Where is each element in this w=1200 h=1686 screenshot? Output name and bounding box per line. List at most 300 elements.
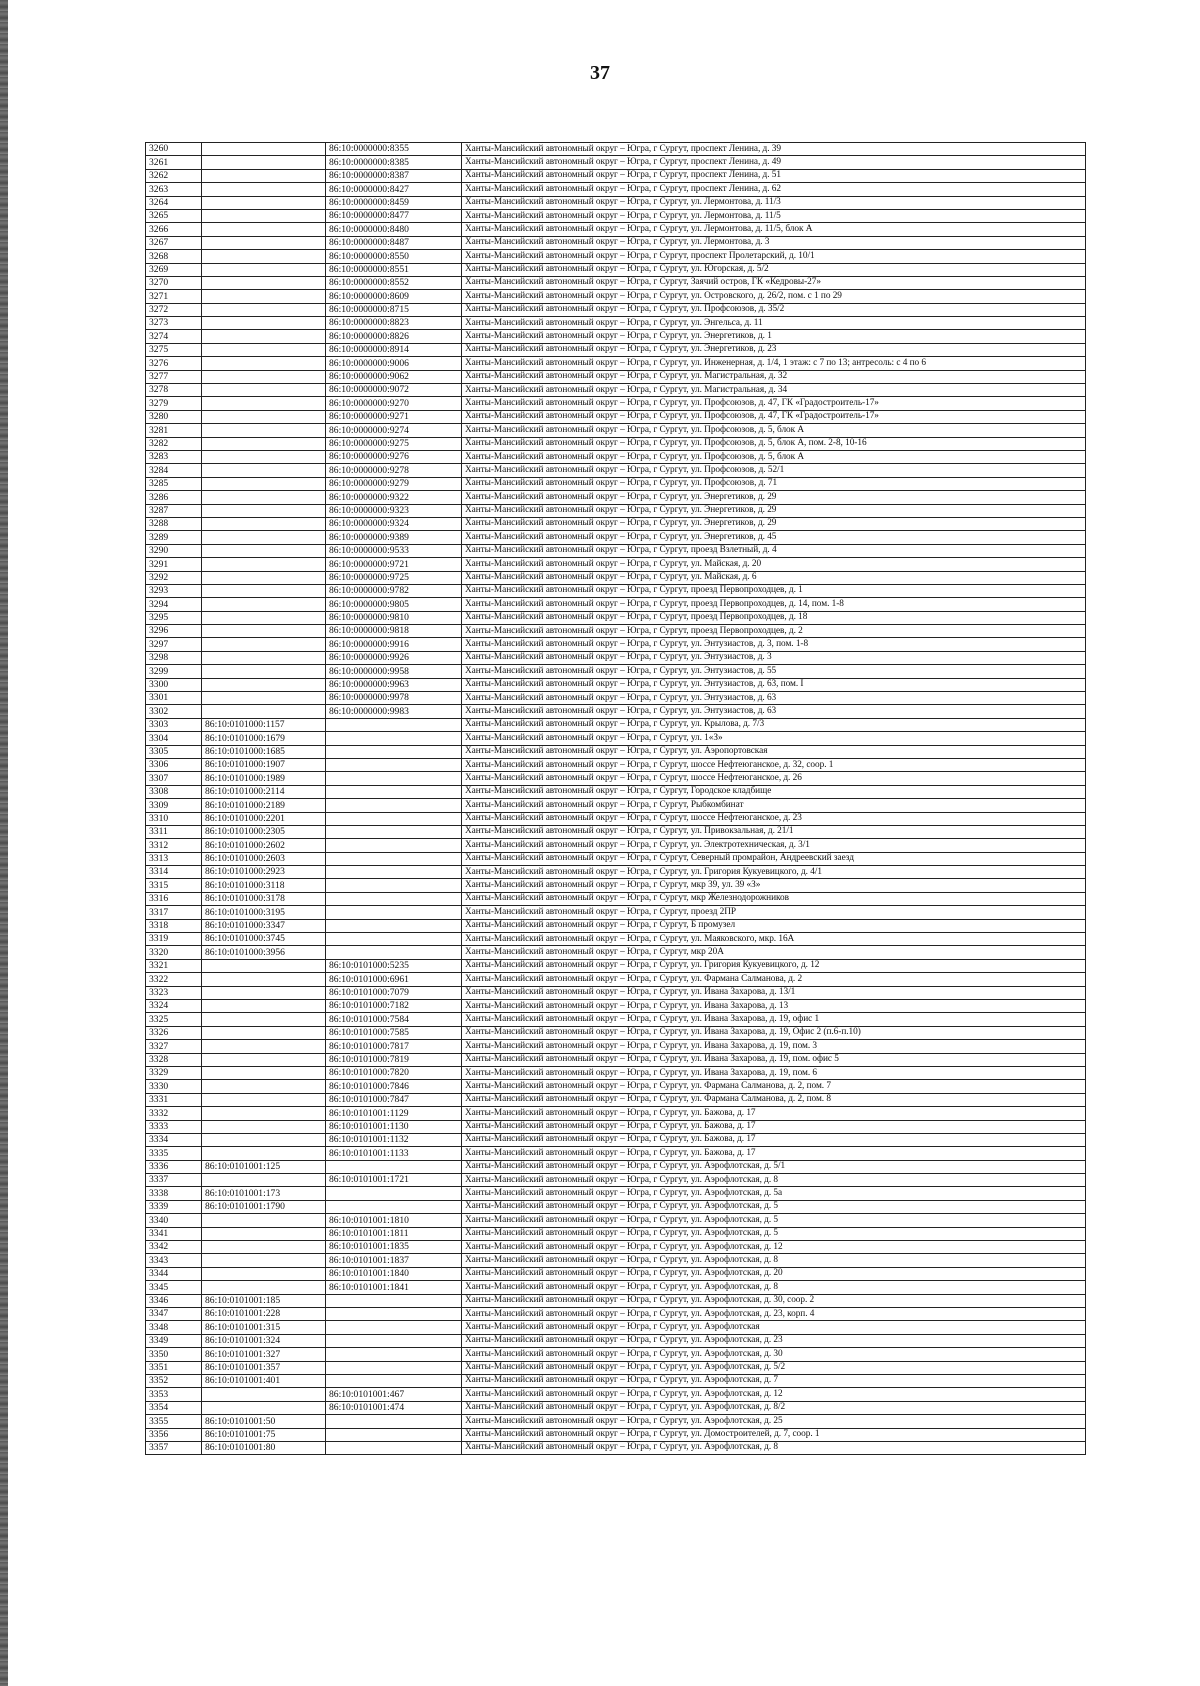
- row-number-cell: 3273: [146, 317, 202, 330]
- address-cell: Ханты-Мансийский автономный округ – Югра, г Сургут, ул. Профсоюзов, д. 5, блок А: [462, 450, 1086, 463]
- row-number-cell: 3299: [146, 665, 202, 678]
- address-cell: Ханты-Мансийский автономный округ – Югра, г Сургут, ул. Аэрофлотская, д. 8/2: [462, 1401, 1086, 1414]
- table-row: [146, 1361, 1086, 1374]
- address-cell: Ханты-Мансийский автономный округ – Югра, г Сургут, проезд 2ПР: [462, 906, 1086, 919]
- row-number-cell: 3320: [146, 946, 202, 959]
- cadastral-number-cell: 86:10:0101000:2603: [202, 852, 326, 865]
- cadastral-number-2-cell: [326, 1160, 462, 1173]
- address-cell: Ханты-Мансийский автономный округ – Югра, г Сургут, ул. Майская, д. 6: [462, 571, 1086, 584]
- table-row: [146, 1428, 1086, 1441]
- table-row: [146, 1080, 1086, 1093]
- cadastral-number-2-cell: 86:10:0101000:7182: [326, 1000, 462, 1013]
- cadastral-number-cell: [202, 343, 326, 356]
- table-row: [146, 678, 1086, 691]
- table-row: [146, 1120, 1086, 1133]
- table-row: [146, 866, 1086, 879]
- row-number-cell: 3318: [146, 919, 202, 932]
- cadastral-number-cell: [202, 370, 326, 383]
- table-row: [146, 1133, 1086, 1146]
- row-number-cell: 3306: [146, 758, 202, 771]
- cadastral-number-cell: 86:10:0101001:125: [202, 1160, 326, 1173]
- cadastral-number-2-cell: [326, 785, 462, 798]
- cadastral-number-cell: [202, 959, 326, 972]
- table-row: [146, 584, 1086, 597]
- cadastral-number-2-cell: [326, 1294, 462, 1307]
- table-row: [146, 169, 1086, 182]
- cadastral-number-2-cell: 86:10:0000000:8480: [326, 223, 462, 236]
- cadastral-number-cell: [202, 558, 326, 571]
- cadastral-number-2-cell: 86:10:0101001:467: [326, 1388, 462, 1401]
- table-row: [146, 1013, 1086, 1026]
- row-number-cell: 3288: [146, 517, 202, 530]
- table-row: [146, 303, 1086, 316]
- cadastral-number-cell: 86:10:0101000:2305: [202, 825, 326, 838]
- table-row: [146, 183, 1086, 196]
- table-row: [146, 1374, 1086, 1387]
- row-number-cell: 3340: [146, 1214, 202, 1227]
- cadastral-number-cell: [202, 1040, 326, 1053]
- table-row: [146, 638, 1086, 651]
- table-row: [146, 812, 1086, 825]
- cadastral-number-cell: [202, 183, 326, 196]
- address-cell: Ханты-Мансийский автономный округ – Югра, г Сургут, ул. Лермонтова, д. 11/3: [462, 196, 1086, 209]
- address-cell: Ханты-Мансийский автономный округ – Югра, г Сургут, ул. Аэрофлотская, д. 25: [462, 1415, 1086, 1428]
- table-row: [146, 424, 1086, 437]
- cadastral-number-2-cell: 86:10:0101001:1837: [326, 1254, 462, 1267]
- row-number-cell: 3344: [146, 1267, 202, 1280]
- address-cell: Ханты-Мансийский автономный округ – Югра, г Сургут, ул. Григория Кукуевицкого, д. 4/1: [462, 866, 1086, 879]
- table-row: [146, 1000, 1086, 1013]
- cadastral-number-cell: [202, 450, 326, 463]
- row-number-cell: 3334: [146, 1133, 202, 1146]
- address-cell: Ханты-Мансийский автономный округ – Югра, г Сургут, ул. Григория Кукуевицкого, д. 12: [462, 959, 1086, 972]
- row-number-cell: 3271: [146, 290, 202, 303]
- address-cell: Ханты-Мансийский автономный округ – Югра, г Сургут, ул. Аэрофлотская, д. 20: [462, 1267, 1086, 1280]
- address-cell: Ханты-Мансийский автономный округ – Югра, г Сургут, ул. Югорская, д. 5/2: [462, 263, 1086, 276]
- address-cell: Ханты-Мансийский автономный округ – Югра, г Сургут, ул. Аэрофлотская, д. 5: [462, 1200, 1086, 1213]
- cadastral-number-cell: 86:10:0101000:2114: [202, 785, 326, 798]
- cadastral-number-2-cell: 86:10:0000000:8477: [326, 209, 462, 222]
- table-row: [146, 343, 1086, 356]
- cadastral-number-cell: [202, 357, 326, 370]
- cadastral-number-cell: [202, 384, 326, 397]
- address-cell: Ханты-Мансийский автономный округ – Югра, г Сургут, ул. Магистральная, д. 34: [462, 384, 1086, 397]
- table-row: [146, 651, 1086, 664]
- cadastral-number-cell: [202, 464, 326, 477]
- row-number-cell: 3301: [146, 692, 202, 705]
- cadastral-number-2-cell: [326, 946, 462, 959]
- cadastral-number-cell: 86:10:0101000:3745: [202, 933, 326, 946]
- address-cell: Ханты-Мансийский автономный округ – Югра, г Сургут, ул. Ивана Захарова, д. 13: [462, 1000, 1086, 1013]
- cadastral-number-cell: [202, 1174, 326, 1187]
- cadastral-number-2-cell: 86:10:0000000:8823: [326, 317, 462, 330]
- address-cell: Ханты-Мансийский автономный округ – Югра, г Сургут, ул. Аэрофлотская, д. 5/1: [462, 1160, 1086, 1173]
- cadastral-number-2-cell: 86:10:0101001:474: [326, 1401, 462, 1414]
- address-cell: Ханты-Мансийский автономный округ – Югра, г Сургут, Заячий остров, ГК «Кедровы-27»: [462, 276, 1086, 289]
- address-cell: Ханты-Мансийский автономный округ – Югра, г Сургут, ул. Ивана Захарова, д. 19, пом. 6: [462, 1066, 1086, 1079]
- table-row: [146, 1053, 1086, 1066]
- address-cell: Ханты-Мансийский автономный округ – Югра, г Сургут, ул. 1«З»: [462, 732, 1086, 745]
- row-number-cell: 3274: [146, 330, 202, 343]
- table-row: [146, 1107, 1086, 1120]
- row-number-cell: 3295: [146, 611, 202, 624]
- table-row: [146, 196, 1086, 209]
- cadastral-number-2-cell: [326, 1334, 462, 1347]
- row-number-cell: 3264: [146, 196, 202, 209]
- address-cell: Ханты-Мансийский автономный округ – Югра, г Сургут, проезд Первопроходцев, д. 2: [462, 625, 1086, 638]
- table-row: [146, 1267, 1086, 1280]
- cadastral-number-cell: [202, 1227, 326, 1240]
- cadastral-number-2-cell: 86:10:0000000:9270: [326, 397, 462, 410]
- address-cell: Ханты-Мансийский автономный округ – Югра, г Сургут, ул. Энергетиков, д. 29: [462, 517, 1086, 530]
- cadastral-number-2-cell: [326, 1441, 462, 1454]
- table-row: [146, 758, 1086, 771]
- cadastral-number-cell: [202, 437, 326, 450]
- cadastral-number-cell: [202, 1133, 326, 1146]
- row-number-cell: 3348: [146, 1321, 202, 1334]
- row-number-cell: 3294: [146, 598, 202, 611]
- row-number-cell: 3296: [146, 625, 202, 638]
- address-cell: Ханты-Мансийский автономный округ – Югра, г Сургут, ул. Аэрофлотская, д. 30: [462, 1348, 1086, 1361]
- cadastral-number-cell: [202, 1026, 326, 1039]
- table-row: [146, 611, 1086, 624]
- cadastral-number-2-cell: 86:10:0101001:1721: [326, 1174, 462, 1187]
- row-number-cell: 3262: [146, 169, 202, 182]
- cadastral-number-cell: [202, 209, 326, 222]
- address-cell: Ханты-Мансийский автономный округ – Югра, г Сургут, шоссе Нефтеюганское, д. 23: [462, 812, 1086, 825]
- cadastral-number-cell: [202, 1388, 326, 1401]
- cadastral-number-cell: [202, 1066, 326, 1079]
- address-cell: Ханты-Мансийский автономный округ – Югра, г Сургут, мкр Железнодорожников: [462, 892, 1086, 905]
- cadastral-number-2-cell: 86:10:0000000:8459: [326, 196, 462, 209]
- address-cell: Ханты-Мансийский автономный округ – Югра, г Сургут, ул. Профсоюзов, д. 5, блок А: [462, 424, 1086, 437]
- cadastral-number-2-cell: 86:10:0101000:7819: [326, 1053, 462, 1066]
- cadastral-number-cell: [202, 1107, 326, 1120]
- cadastral-number-2-cell: 86:10:0000000:9983: [326, 705, 462, 718]
- cadastral-number-2-cell: [326, 1200, 462, 1213]
- address-cell: Ханты-Мансийский автономный округ – Югра, г Сургут, ул. Аэрофлотская, д. 23: [462, 1334, 1086, 1347]
- cadastral-number-2-cell: 86:10:0101000:7820: [326, 1066, 462, 1079]
- row-number-cell: 3287: [146, 504, 202, 517]
- table-row: [146, 1294, 1086, 1307]
- address-cell: Ханты-Мансийский автономный округ – Югра, г Сургут, ул. Профсоюзов, д. 47, ГК «Градостроитель-17»: [462, 397, 1086, 410]
- row-number-cell: 3293: [146, 584, 202, 597]
- row-number-cell: 3350: [146, 1348, 202, 1361]
- table-row: [146, 1348, 1086, 1361]
- cadastral-number-2-cell: 86:10:0000000:8609: [326, 290, 462, 303]
- row-number-cell: 3275: [146, 343, 202, 356]
- address-cell: Ханты-Мансийский автономный округ – Югра, г Сургут, проспект Ленина, д. 49: [462, 156, 1086, 169]
- cadastral-number-2-cell: 86:10:0000000:9006: [326, 357, 462, 370]
- table-row: [146, 397, 1086, 410]
- cadastral-number-2-cell: [326, 839, 462, 852]
- address-cell: Ханты-Мансийский автономный округ – Югра, г Сургут, ул. Аэрофлотская, д. 5: [462, 1227, 1086, 1240]
- cadastral-number-cell: [202, 571, 326, 584]
- cadastral-number-2-cell: 86:10:0000000:8387: [326, 169, 462, 182]
- address-cell: Ханты-Мансийский автономный округ – Югра, г Сургут, ул. Аэрофлотская, д. 5а: [462, 1187, 1086, 1200]
- address-cell: Ханты-Мансийский автономный округ – Югра, г Сургут, ул. Магистральная, д. 32: [462, 370, 1086, 383]
- cadastral-number-cell: 86:10:0101000:1907: [202, 758, 326, 771]
- cadastral-number-cell: [202, 1053, 326, 1066]
- address-cell: Ханты-Мансийский автономный округ – Югра, г Сургут, ул. Аэрофлотская, д. 5/2: [462, 1361, 1086, 1374]
- address-cell: Ханты-Мансийский автономный округ – Югра, г Сургут, ул. Профсоюзов, д. 52/1: [462, 464, 1086, 477]
- table-row: [146, 1321, 1086, 1334]
- table-row: [146, 437, 1086, 450]
- row-number-cell: 3342: [146, 1241, 202, 1254]
- address-cell: Ханты-Мансийский автономный округ – Югра, г Сургут, шоссе Нефтеюганское, д. 26: [462, 772, 1086, 785]
- row-number-cell: 3268: [146, 250, 202, 263]
- table-row: [146, 276, 1086, 289]
- cadastral-number-2-cell: 86:10:0000000:9805: [326, 598, 462, 611]
- row-number-cell: 3263: [146, 183, 202, 196]
- row-number-cell: 3325: [146, 1013, 202, 1026]
- row-number-cell: 3355: [146, 1415, 202, 1428]
- address-cell: Ханты-Мансийский автономный округ – Югра, г Сургут, Северный промрайон, Андреевский заезд: [462, 852, 1086, 865]
- row-number-cell: 3283: [146, 450, 202, 463]
- table-row: [146, 1227, 1086, 1240]
- cadastral-number-cell: [202, 692, 326, 705]
- address-cell: Ханты-Мансийский автономный округ – Югра, г Сургут, ул. Бажова, д. 17: [462, 1107, 1086, 1120]
- row-number-cell: 3326: [146, 1026, 202, 1039]
- cadastral-number-cell: [202, 665, 326, 678]
- cadastral-number-cell: 86:10:0101000:3347: [202, 919, 326, 932]
- table-row: [146, 1241, 1086, 1254]
- cadastral-number-cell: [202, 1241, 326, 1254]
- row-number-cell: 3309: [146, 799, 202, 812]
- cadastral-number-2-cell: 86:10:0101001:1835: [326, 1241, 462, 1254]
- address-cell: Ханты-Мансийский автономный округ – Югра, г Сургут, ул. Энтузиастов, д. 3, пом. 1-8: [462, 638, 1086, 651]
- cadastral-number-cell: [202, 517, 326, 530]
- table-row: [146, 1174, 1086, 1187]
- cadastral-number-2-cell: 86:10:0000000:9276: [326, 450, 462, 463]
- address-cell: Ханты-Мансийский автономный округ – Югра, г Сургут, ул. Энергетиков, д. 23: [462, 343, 1086, 356]
- table-row: [146, 330, 1086, 343]
- cadastral-number-2-cell: 86:10:0101000:7817: [326, 1040, 462, 1053]
- cadastral-number-2-cell: 86:10:0101001:1132: [326, 1133, 462, 1146]
- table-row: [146, 625, 1086, 638]
- cadastral-number-cell: 86:10:0101000:2923: [202, 866, 326, 879]
- cadastral-number-cell: [202, 236, 326, 249]
- address-cell: Ханты-Мансийский автономный округ – Югра, г Сургут, ул. Энтузиастов, д. 63, пом. I: [462, 678, 1086, 691]
- cadastral-number-cell: [202, 397, 326, 410]
- row-number-cell: 3313: [146, 852, 202, 865]
- cadastral-number-cell: [202, 651, 326, 664]
- cadastral-number-cell: [202, 1147, 326, 1160]
- cadastral-number-2-cell: 86:10:0000000:8826: [326, 330, 462, 343]
- address-cell: Ханты-Мансийский автономный округ – Югра, г Сургут, проспект Ленина, д. 39: [462, 143, 1086, 156]
- row-number-cell: 3324: [146, 1000, 202, 1013]
- row-number-cell: 3269: [146, 263, 202, 276]
- cadastral-number-2-cell: 86:10:0101000:7079: [326, 986, 462, 999]
- address-cell: Ханты-Мансийский автономный округ – Югра, г Сургут, проезд Взлетный, д. 4: [462, 544, 1086, 557]
- cadastral-number-cell: [202, 330, 326, 343]
- table-row: [146, 1281, 1086, 1294]
- table-row: [146, 705, 1086, 718]
- table-row: [146, 785, 1086, 798]
- table-row: [146, 1040, 1086, 1053]
- cadastral-number-2-cell: [326, 879, 462, 892]
- table-row: [146, 384, 1086, 397]
- row-number-cell: 3280: [146, 410, 202, 423]
- cadastral-number-cell: [202, 531, 326, 544]
- cadastral-number-2-cell: 86:10:0000000:8355: [326, 143, 462, 156]
- cadastral-number-2-cell: 86:10:0101001:1840: [326, 1267, 462, 1280]
- cadastral-number-cell: [202, 156, 326, 169]
- table-row: [146, 1388, 1086, 1401]
- cadastral-number-2-cell: 86:10:0000000:9389: [326, 531, 462, 544]
- address-cell: Ханты-Мансийский автономный округ – Югра, г Сургут, ул. Привокзальная, д. 21/1: [462, 825, 1086, 838]
- table-row: [146, 357, 1086, 370]
- cadastral-number-cell: [202, 705, 326, 718]
- cadastral-number-cell: 86:10:0101000:1989: [202, 772, 326, 785]
- address-cell: Ханты-Мансийский автономный округ – Югра, г Сургут, ул. Лермонтова, д. 3: [462, 236, 1086, 249]
- address-cell: Ханты-Мансийский автономный округ – Югра, г Сургут, ул. Энергетиков, д. 29: [462, 504, 1086, 517]
- table-row: [146, 1160, 1086, 1173]
- cadastral-number-2-cell: 86:10:0000000:8914: [326, 343, 462, 356]
- cadastral-number-cell: [202, 638, 326, 651]
- address-cell: Ханты-Мансийский автономный округ – Югра, г Сургут, проспект Ленина, д. 51: [462, 169, 1086, 182]
- address-cell: Ханты-Мансийский автономный округ – Югра, г Сургут, мкр 20А: [462, 946, 1086, 959]
- table-row: [146, 491, 1086, 504]
- cadastral-number-2-cell: 86:10:0101001:1841: [326, 1281, 462, 1294]
- cadastral-number-2-cell: 86:10:0000000:8385: [326, 156, 462, 169]
- address-cell: Ханты-Мансийский автономный округ – Югра, г Сургут, ул. Аэрофлотская, д. 12: [462, 1241, 1086, 1254]
- table-row: [146, 1214, 1086, 1227]
- row-number-cell: 3332: [146, 1107, 202, 1120]
- table-row: [146, 1307, 1086, 1320]
- cadastral-number-cell: 86:10:0101001:80: [202, 1441, 326, 1454]
- row-number-cell: 3347: [146, 1307, 202, 1320]
- cadastral-number-cell: 86:10:0101000:1679: [202, 732, 326, 745]
- table-row: [146, 517, 1086, 530]
- cadastral-number-2-cell: 86:10:0000000:9963: [326, 678, 462, 691]
- table-row: [146, 598, 1086, 611]
- cadastral-number-2-cell: [326, 906, 462, 919]
- cadastral-number-2-cell: [326, 812, 462, 825]
- row-number-cell: 3276: [146, 357, 202, 370]
- address-cell: Ханты-Мансийский автономный округ – Югра, г Сургут, проезд Первопроходцев, д. 14, пом. 1-8: [462, 598, 1086, 611]
- address-cell: Ханты-Мансийский автономный округ – Югра, г Сургут, ул. Аэрофлотская, д. 8: [462, 1441, 1086, 1454]
- cadastral-number-cell: [202, 1120, 326, 1133]
- address-cell: Ханты-Мансийский автономный округ – Югра, г Сургут, мкр 39, ул. 39 «З»: [462, 879, 1086, 892]
- cadastral-number-2-cell: [326, 745, 462, 758]
- address-cell: Ханты-Мансийский автономный округ – Югра, г Сургут, ул. Лермонтова, д. 11/5: [462, 209, 1086, 222]
- row-number-cell: 3354: [146, 1401, 202, 1414]
- address-cell: Ханты-Мансийский автономный округ – Югра, г Сургут, ул. Аэрофлотская: [462, 1321, 1086, 1334]
- cadastral-number-2-cell: 86:10:0101000:6961: [326, 973, 462, 986]
- row-number-cell: 3356: [146, 1428, 202, 1441]
- table-row: [146, 410, 1086, 423]
- cadastral-number-cell: [202, 1281, 326, 1294]
- row-number-cell: 3267: [146, 236, 202, 249]
- row-number-cell: 3302: [146, 705, 202, 718]
- cadastral-number-2-cell: [326, 1415, 462, 1428]
- cadastral-number-cell: [202, 678, 326, 691]
- row-number-cell: 3277: [146, 370, 202, 383]
- cadastral-number-2-cell: [326, 1348, 462, 1361]
- cadastral-number-2-cell: 86:10:0000000:9721: [326, 558, 462, 571]
- cadastral-number-cell: 86:10:0101000:2189: [202, 799, 326, 812]
- address-cell: Ханты-Мансийский автономный округ – Югра, г Сургут, ул. Фармана Салманова, д. 2, пом. 7: [462, 1080, 1086, 1093]
- address-cell: Ханты-Мансийский автономный округ – Югра, г Сургут, ул. Аэрофлотская, д. 5: [462, 1214, 1086, 1227]
- row-number-cell: 3321: [146, 959, 202, 972]
- row-number-cell: 3330: [146, 1080, 202, 1093]
- address-cell: Ханты-Мансийский автономный округ – Югра, г Сургут, проезд Первопроходцев, д. 1: [462, 584, 1086, 597]
- table-row: [146, 223, 1086, 236]
- row-number-cell: 3315: [146, 879, 202, 892]
- cadastral-number-2-cell: [326, 1187, 462, 1200]
- table-row: [146, 250, 1086, 263]
- table-row: [146, 290, 1086, 303]
- cadastral-number-cell: 86:10:0101001:324: [202, 1334, 326, 1347]
- page-number: 37: [590, 62, 610, 84]
- table-row: [146, 558, 1086, 571]
- row-number-cell: 3333: [146, 1120, 202, 1133]
- cadastral-number-cell: [202, 263, 326, 276]
- cadastral-number-cell: [202, 1214, 326, 1227]
- cadastral-number-cell: [202, 290, 326, 303]
- table-row: [146, 544, 1086, 557]
- cadastral-number-2-cell: 86:10:0000000:9278: [326, 464, 462, 477]
- address-cell: Ханты-Мансийский автономный округ – Югра, г Сургут, ул. Аэрофлотская, д. 30, соор. 2: [462, 1294, 1086, 1307]
- row-number-cell: 3305: [146, 745, 202, 758]
- address-cell: Ханты-Мансийский автономный округ – Югра, г Сургут, ул. Крылова, д. 7/3: [462, 718, 1086, 731]
- cadastral-number-cell: [202, 169, 326, 182]
- table-row: [146, 1415, 1086, 1428]
- cadastral-number-cell: [202, 1013, 326, 1026]
- cadastral-number-2-cell: 86:10:0000000:9062: [326, 370, 462, 383]
- row-number-cell: 3351: [146, 1361, 202, 1374]
- row-number-cell: 3266: [146, 223, 202, 236]
- cadastral-number-2-cell: [326, 799, 462, 812]
- cadastral-number-cell: [202, 410, 326, 423]
- row-number-cell: 3300: [146, 678, 202, 691]
- cadastral-number-cell: [202, 611, 326, 624]
- table-row: [146, 959, 1086, 972]
- row-number-cell: 3290: [146, 544, 202, 557]
- cadastral-number-cell: 86:10:0101000:2201: [202, 812, 326, 825]
- address-cell: Ханты-Мансийский автономный округ – Югра, г Сургут, ул. Энгельса, д. 11: [462, 317, 1086, 330]
- address-cell: Ханты-Мансийский автономный округ – Югра, г Сургут, ул. Энергетиков, д. 1: [462, 330, 1086, 343]
- cadastral-number-2-cell: 86:10:0101001:1130: [326, 1120, 462, 1133]
- address-cell: Ханты-Мансийский автономный округ – Югра, г Сургут, ул. Аэропортовская: [462, 745, 1086, 758]
- cadastral-number-2-cell: [326, 852, 462, 865]
- address-cell: Ханты-Мансийский автономный округ – Югра, г Сургут, ул. Фармана Салманова, д. 2, пом. 8: [462, 1093, 1086, 1106]
- address-cell: Ханты-Мансийский автономный округ – Югра, г Сургут, ул. Аэрофлотская, д. 7: [462, 1374, 1086, 1387]
- cadastral-number-cell: 86:10:0101001:173: [202, 1187, 326, 1200]
- address-cell: Ханты-Мансийский автономный округ – Югра, г Сургут, Рыбкомбинат: [462, 799, 1086, 812]
- table-row: [146, 665, 1086, 678]
- cadastral-number-cell: [202, 986, 326, 999]
- cadastral-number-2-cell: 86:10:0000000:9958: [326, 665, 462, 678]
- cadastral-number-2-cell: [326, 772, 462, 785]
- cadastral-number-2-cell: [326, 1321, 462, 1334]
- address-cell: Ханты-Мансийский автономный округ – Югра, г Сургут, ул. Островского, д. 26/2, пом. с 1 по 29: [462, 290, 1086, 303]
- cadastral-number-2-cell: 86:10:0000000:9810: [326, 611, 462, 624]
- address-cell: Ханты-Мансийский автономный округ – Югра, г Сургут, ул. Энтузиастов, д. 55: [462, 665, 1086, 678]
- address-cell: Ханты-Мансийский автономный округ – Югра, г Сургут, ул. Энергетиков, д. 45: [462, 531, 1086, 544]
- cadastral-number-cell: 86:10:0101001:75: [202, 1428, 326, 1441]
- cadastral-number-cell: 86:10:0101001:401: [202, 1374, 326, 1387]
- row-number-cell: 3349: [146, 1334, 202, 1347]
- table-row: [146, 825, 1086, 838]
- table-row: [146, 263, 1086, 276]
- address-cell: Ханты-Мансийский автономный округ – Югра, г Сургут, ул. Бажова, д. 17: [462, 1147, 1086, 1160]
- cadastral-number-2-cell: [326, 892, 462, 905]
- row-number-cell: 3303: [146, 718, 202, 731]
- cadastral-number-2-cell: [326, 825, 462, 838]
- row-number-cell: 3270: [146, 276, 202, 289]
